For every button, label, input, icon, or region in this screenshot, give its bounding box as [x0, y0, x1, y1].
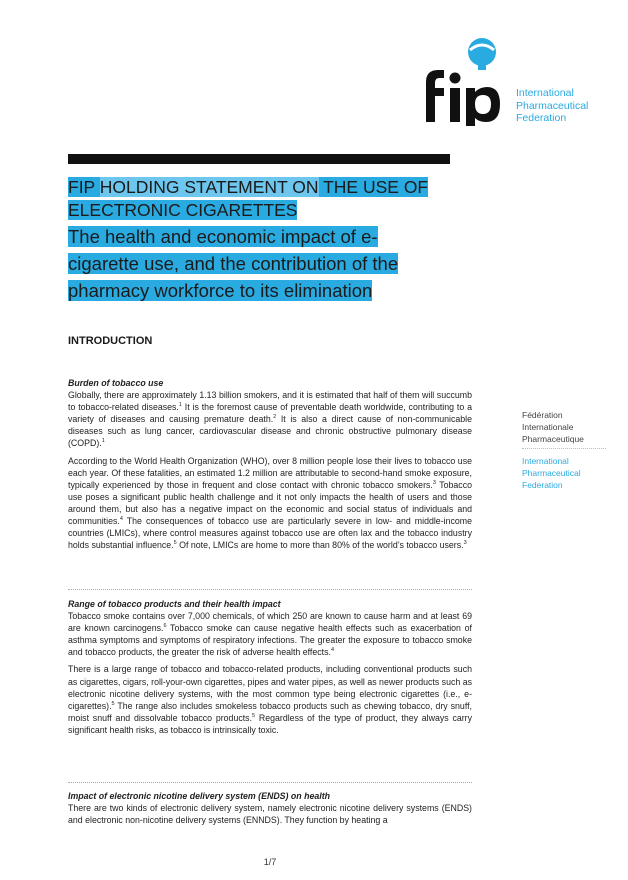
subtitle-line: pharmacy workforce to its elimination [68, 280, 373, 301]
reference: 6 [163, 623, 167, 630]
reference: 4 [330, 647, 334, 654]
side-org-french [522, 409, 622, 445]
title-part: FIP [68, 177, 100, 197]
reference: 1 [101, 438, 105, 445]
text-run: Of note, LMICs are home to more than 80% of the world’s tobacco users. [176, 540, 464, 551]
side-line: Pharmaceutical [522, 468, 581, 478]
subtitle-line: The health and economic impact of e- [68, 226, 378, 247]
org-name [516, 87, 626, 125]
reference: 5 [111, 700, 115, 707]
title-line-2 [68, 199, 468, 222]
title-part: THE USE OF [318, 177, 429, 197]
text-run: Tobacco smoke contains over 7,000 chemicals, of which 250 are known to cause harm and at least 69 are known carcinogens. [68, 611, 472, 634]
logo-head [468, 38, 496, 66]
title-line-1 [68, 176, 468, 199]
org-name-line: Federation [516, 112, 567, 124]
logo-letter-i-stem [450, 88, 460, 122]
section-ends [68, 790, 472, 831]
text-run: Tobacco smoke can cause negative health effects such as exacerbation of asthma symptoms and symptoms of respiratory infections. The greater the exposure to tobacco smoke and tobacco products, the greater the risk of adverse health effects. [68, 623, 472, 658]
text-run: It is the foremost cause of preventable death worldwide, contributing to a variety of diseases and causing premature death. [68, 402, 472, 425]
text-run: The consequences of tobacco use are particularly severe in low- and middle-income countries (LMICs), where control measures against tobacco use are often lax and the tobacco industry holds substantial influence. [68, 516, 472, 551]
section-heading: Burden of tobacco use [68, 378, 164, 388]
fip-logo [420, 36, 516, 126]
side-org-english [522, 455, 622, 491]
logo-letter-p [466, 87, 500, 126]
document-title [68, 176, 468, 304]
side-line: Fédération [522, 410, 563, 420]
org-name-line: International [516, 87, 574, 99]
side-line: Federation [522, 480, 563, 490]
logo-neck [478, 62, 486, 70]
subtitle [68, 223, 468, 304]
logo-letter-i-dot [450, 73, 461, 84]
side-line: Internationale [522, 422, 574, 432]
section-range [68, 598, 472, 741]
paragraph [68, 389, 472, 449]
text-run: According to the World Health Organization (WHO), over 8 million people lose their lives to tobacco use each year. Of these fatalities, an estimated 1.2 million are attributable to second-hand smoke exposure, typically experienced by those in frequent and close contact with chronic tobacco smokers. [68, 455, 472, 490]
section-heading: Impact of electronic nicotine delivery system (ENDS) on health [68, 791, 331, 801]
reference: 5 [252, 712, 256, 719]
introduction-heading: INTRODUCTION [68, 335, 153, 347]
section-burden [68, 377, 472, 556]
paragraph: There are two kinds of electronic delivery system, namely electronic nicotine delivery systems (ENDS) and electronic non-nicotine delivery systems (ENNDS). They function by heating a [68, 803, 472, 826]
text-run: There is a large range of tobacco and tobacco-related products, including conventional products such as cigarettes, cigars, roll-your-own cigarettes, pipes and water pipes, as well as newer products such as electronic nicotine delivery systems, with the most common type being electronic cigarettes (i.e., e-cigarettes). [68, 664, 472, 711]
page-number: 1/7 [263, 857, 277, 867]
text-run: Regardless of the type of product, they always carry significant health risks, as tobacco is intrinsically toxic. [68, 712, 472, 735]
reference: 4 [119, 516, 123, 523]
paragraph [68, 663, 472, 736]
section-divider [68, 589, 472, 590]
paragraph [68, 455, 472, 552]
section-divider [68, 782, 472, 783]
section-heading: Range of tobacco products and their health impact [68, 599, 281, 609]
logo-letter-f [426, 70, 444, 122]
title-part: ELECTRONIC CIGARETTES [68, 200, 298, 220]
org-name-line: Pharmaceutical [516, 99, 589, 112]
text-run: Tobacco use poses a significant public health challenge and it not only impacts the health of users and those around them, but also has a negative impact on the economic and social status of individuals and communities. [68, 479, 472, 527]
side-line: International [522, 456, 569, 466]
reference: 5 [173, 540, 177, 547]
side-divider [522, 448, 606, 449]
reference: 1 [178, 402, 182, 409]
reference: 3 [432, 479, 436, 486]
side-line: Pharmaceutique [522, 434, 584, 444]
text-run: It is also a direct cause of non-communicable diseases such as lung cancer, cardiovascular disease and chronic obstructive pulmonary disease (COPD). [68, 414, 472, 449]
reference: 2 [273, 414, 277, 421]
title-rule [68, 154, 450, 164]
text-run: Globally, there are approximately 1.13 billion smokers, and it is estimated that half of them will succumb to tobacco-related diseases. [68, 390, 472, 413]
reference: 3 [463, 540, 467, 547]
text-run: The range also includes smokeless tobacco products such as chewing tobacco, dry snuff, moist snuff and dissolvable tobacco products. [68, 700, 472, 723]
paragraph [68, 610, 472, 658]
title-part-highlight: HOLDING STATEMENT ON [99, 177, 319, 197]
subtitle-line: cigarette use, and the contribution of the [68, 253, 399, 274]
